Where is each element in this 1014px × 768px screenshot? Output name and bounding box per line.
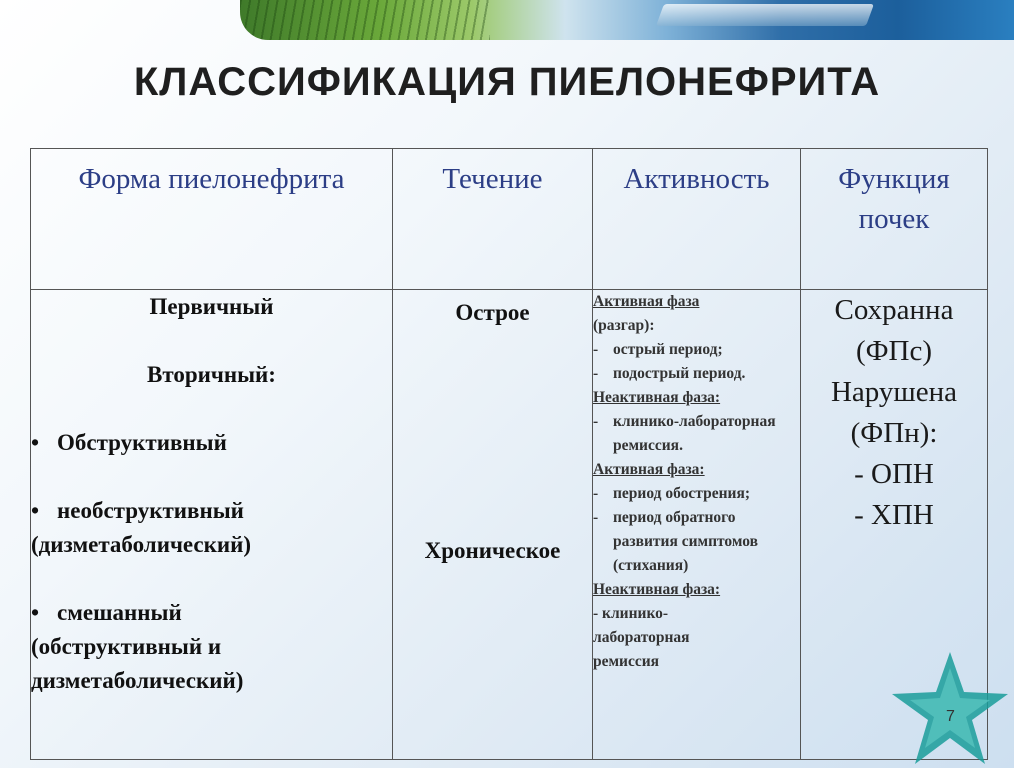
form-secondary: Вторичный: [147, 362, 276, 387]
activity-clinical-remission: клинико-лабораторная ремиссия. [613, 413, 776, 454]
list-item [593, 410, 800, 458]
function-hpn: - ХПН [854, 499, 934, 531]
list-item [31, 494, 392, 528]
course-cell [393, 290, 593, 760]
course-chronic: Хроническое [424, 538, 561, 563]
course-acute: Острое [455, 300, 530, 325]
function-impaired: Нарушена [830, 376, 958, 408]
table-row [31, 290, 988, 760]
function-opn: - ОПН [854, 458, 934, 490]
header-course: Течение [393, 149, 593, 290]
classification-table [30, 148, 988, 760]
list-item [593, 506, 800, 578]
header-activity: Активность [593, 149, 801, 290]
form-item-label: смешанный [57, 600, 182, 625]
list-item [593, 482, 800, 506]
function-impaired-code: (ФПн): [850, 417, 938, 449]
activity-active-phase-title: Активная фаза [593, 293, 700, 310]
activity-inactive-phase-title-2: Неактивная фаза: [593, 581, 721, 598]
dash-icon: - [593, 485, 599, 502]
function-preserved: Сохранна [834, 294, 954, 326]
banner-grass-image [240, 0, 490, 40]
function-preserved-code: (ФПс) [855, 335, 933, 367]
header-form: Форма пиелонефрита [31, 149, 393, 290]
activity-exacerbation: период обострения; [613, 485, 751, 502]
bullet-icon: • [31, 430, 40, 455]
slide-title: КЛАССИФИКАЦИЯ ПИЕЛОНЕФРИТА [133, 60, 881, 104]
list-item [593, 338, 800, 362]
table-header-row [31, 149, 988, 290]
bullet-icon: • [31, 600, 40, 625]
activity-reverse-development: период обратного развития симптомов (стихания) [613, 509, 758, 574]
dash-icon: - [593, 365, 599, 382]
activity-subacute-period: подострый период. [613, 365, 746, 382]
dash-icon: - [593, 413, 599, 430]
form-item-detail: (дизметаболический) [31, 532, 252, 557]
form-item-detail: (обструктивный и дизметаболический) [31, 634, 244, 693]
list-item [31, 426, 392, 460]
form-cell [31, 290, 393, 760]
list-item [593, 362, 800, 386]
dash-icon: - [593, 341, 599, 358]
activity-acute-period: острый период; [613, 341, 723, 358]
activity-inactive-phase-title: Неактивная фаза: [593, 389, 721, 406]
form-primary: Первичный [149, 294, 274, 319]
page-number: 7 [946, 708, 955, 725]
banner-laptop-image [656, 4, 874, 26]
form-item-label: Обструктивный [57, 430, 227, 455]
form-item-label: необструктивный [57, 498, 244, 523]
activity-cell [593, 290, 801, 760]
activity-active-phase-title-2: Активная фаза: [593, 461, 705, 478]
header-function: Функция почек [801, 149, 988, 290]
activity-active-phase-sub: (разгар): [593, 317, 655, 334]
list-item [31, 596, 392, 630]
bullet-icon: • [31, 498, 40, 523]
header-banner [240, 0, 1014, 40]
dash-icon: - [593, 509, 599, 526]
activity-clinical-remission-2: - клинико-лабораторная ремиссия [593, 605, 690, 670]
